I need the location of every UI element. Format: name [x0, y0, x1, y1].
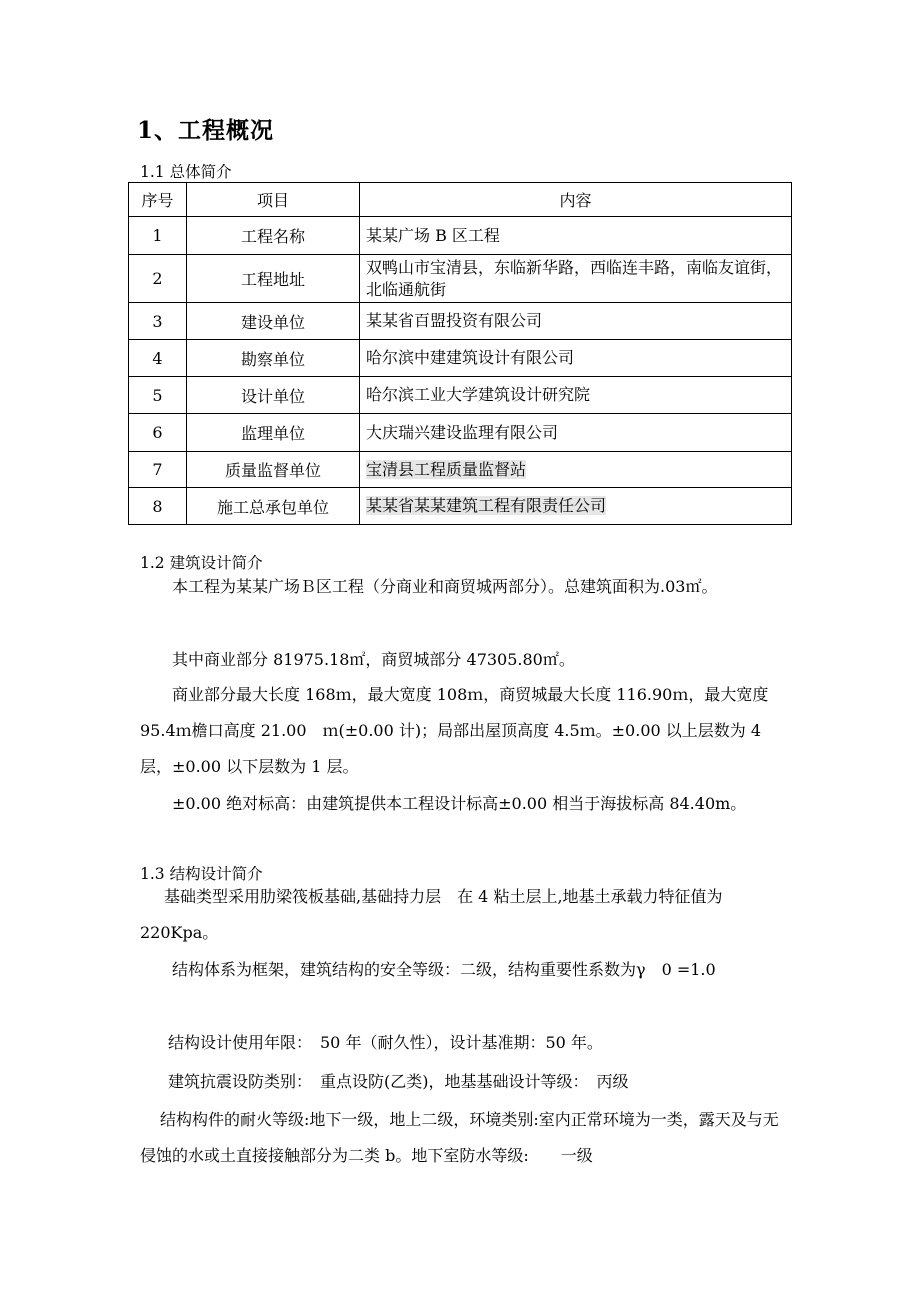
row-number: 1: [129, 217, 187, 255]
section-title-structure: 1.3 结构设计简介: [140, 865, 263, 883]
table-row: [129, 377, 792, 414]
row-number: 7: [129, 452, 187, 488]
row-content: 大庆瑞兴建设监理有限公司: [360, 414, 792, 452]
page-title: 1、工程概况: [137, 117, 275, 144]
row-item: 勘察单位: [187, 340, 360, 377]
row-content: [360, 452, 792, 488]
table-header: 内容: [360, 183, 792, 217]
row-content: 某某省百盟投资有限公司: [360, 303, 792, 340]
structure-paragraph-3: 结构设计使用年限： 50 年（耐久性），设计基准期：50 年。: [168, 1033, 603, 1052]
table-row: [129, 303, 792, 340]
highlighted-text: 宝清县工程质量监督站: [366, 459, 527, 479]
row-item: 工程地址: [187, 255, 360, 303]
row-content: [360, 488, 792, 525]
row-content: 双鸭山市宝清县，东临新华路，西临连丰路，南临友谊街，北临通航街: [360, 255, 792, 303]
highlighted-text: 某某省某某建筑工程有限责任公司: [366, 496, 607, 515]
section-title-overview: 1.1 总体简介: [140, 163, 232, 181]
row-number: 2: [129, 255, 187, 303]
row-number: 5: [129, 377, 187, 414]
table-row: [129, 217, 792, 255]
architecture-paragraph-2: 其中商业部分 81975.18㎡，商贸城部分 47305.80㎡。: [172, 650, 575, 669]
architecture-paragraph-1: 本工程为某某广场Ｂ区工程（分商业和商贸城两部分）。总建筑面积为.03㎡。: [172, 577, 718, 596]
section-title-architecture: 1.2 建筑设计简介: [140, 554, 263, 572]
row-number: 6: [129, 414, 187, 452]
table-row: [129, 488, 792, 525]
row-number: 3: [129, 303, 187, 340]
row-item: 监理单位: [187, 414, 360, 452]
row-content: 某某广场 B 区工程: [360, 217, 792, 255]
table-row: [129, 255, 792, 303]
structure-paragraph-2: 结构体系为框架，建筑结构的安全等级：二级，结构重要性系数为γ 0 =1.0: [172, 960, 716, 979]
table-row: [129, 340, 792, 377]
row-item: 建设单位: [187, 303, 360, 340]
row-number: 4: [129, 340, 187, 377]
table-header-row: [129, 183, 792, 217]
structure-paragraph-4: 建筑抗震设防类别： 重点设防(乙类)，地基基础设计等级： 丙级: [168, 1072, 629, 1091]
structure-paragraph-1: 基础类型采用肋梁筏板基础,基础持力层 在 4 粘土层上,地基土承载力特征值为 220Kpa。: [140, 887, 723, 942]
overview-table: [128, 182, 792, 525]
row-item: 设计单位: [187, 377, 360, 414]
row-item: 质量监督单位: [187, 452, 360, 488]
table-row: [129, 414, 792, 452]
architecture-paragraph-3: 商业部分最大长度 168ｍ，最大宽度 108ｍ，商贸城最大长度 116.90ｍ，最大宽度 95.4ｍ檐口高度 21.00 ｍ(±0.00 计)；局部出屋顶高度 4.5ｍ。±0.00 以上层数为 4 层，±0.00 以下层数为 1 层。: [140, 685, 769, 776]
row-content: 哈尔滨工业大学建筑设计研究院: [360, 377, 792, 414]
table-row: [129, 452, 792, 488]
structure-paragraph-5: 结构构件的耐火等级:地下一级，地上二级，环境类别:室内正常环境为一类，露天及与无侵蚀的水或土直接接触部分为二类 b。地下室防水等级: 一级: [140, 1110, 779, 1165]
table-header: 项目: [187, 183, 360, 217]
row-content: 哈尔滨中建建筑设计有限公司: [360, 340, 792, 377]
row-item: 工程名称: [187, 217, 360, 255]
row-item: 施工总承包单位: [187, 488, 360, 525]
architecture-paragraph-4: ±0.00 绝对标高：由建筑提供本工程设计标高±0.00 相当于海拔标高 84.40m。: [172, 794, 747, 813]
table-header: 序号: [129, 183, 187, 217]
row-number: 8: [129, 488, 187, 525]
